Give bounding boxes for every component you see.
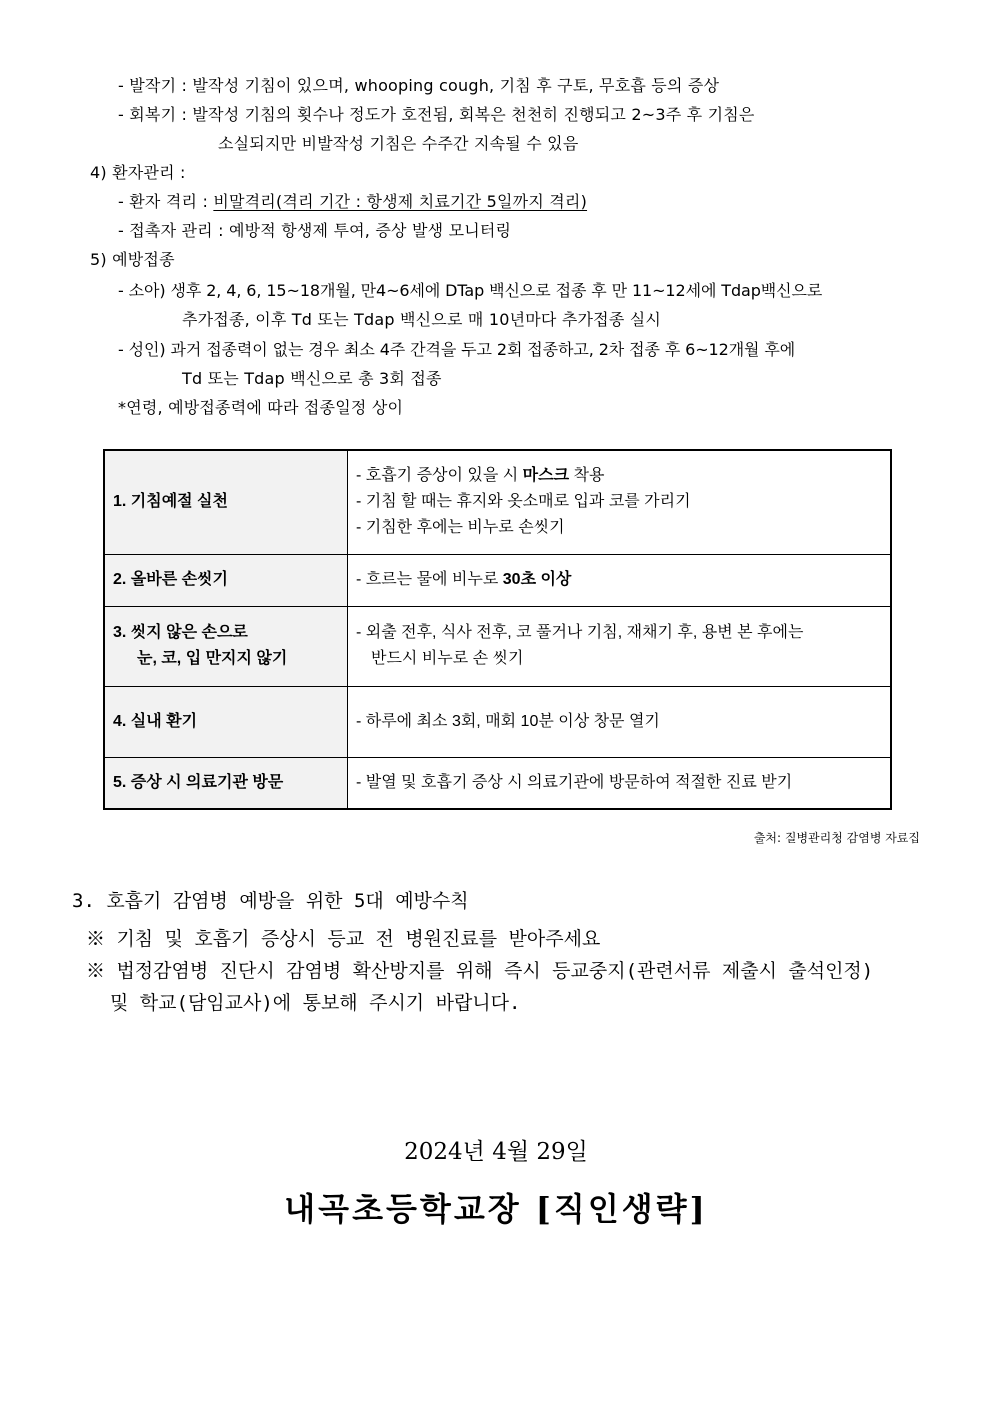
table-row <box>104 554 891 606</box>
rule-title-line: 눈, 코, 입 만지지 않기 <box>137 650 288 667</box>
isolation-label: - 환자 격리 : <box>118 192 214 211</box>
rule-detail: - 기침 할 때는 휴지와 옷소매로 입과 코를 가리기 <box>356 493 691 511</box>
vaccination-adult-line-2: Td 또는 Tdap 백신으로 총 3회 접종 <box>182 369 442 388</box>
rule-text: - 호흡기 증상이 있을 시 <box>356 467 523 485</box>
rule-text: 착용 <box>569 467 605 485</box>
table-row <box>104 757 891 809</box>
vaccination-adult-line-1: - 성인) 과거 접종력이 없는 경우 최소 4주 간격을 두고 2회 접종하고, 2차 접종 후 6~12개월 후에 <box>118 340 796 359</box>
management-heading: 4) 환자관리 : <box>90 163 186 182</box>
source-note: 출처: 질병관리청 감염병 자료집 <box>753 831 920 845</box>
rule-title: 4. 실내 환기 <box>104 686 348 757</box>
rule-title: 1. 기침예절 실천 <box>104 450 348 554</box>
issue-date: 2024년 4월 29일 <box>404 1139 588 1165</box>
prevention-rules-table <box>103 449 892 810</box>
symptom-recovery-line-2: 소실되지만 비발작성 기침은 수주간 지속될 수 있음 <box>218 134 579 153</box>
vaccination-heading: 5) 예방접종 <box>90 250 175 269</box>
vaccination-child-line-1: - 소아) 생후 2, 4, 6, 15~18개월, 만4~6세에 DTap 백신으로 접종 후 만 11~12세에 Tdap백신으로 <box>118 281 823 300</box>
table-row <box>104 686 891 757</box>
principal-signature: 내곡초등학교장 [직인생략] <box>284 1190 708 1228</box>
rule-description: - 하루에 최소 3회, 매회 10분 이상 창문 열기 <box>348 686 892 757</box>
rule-description <box>348 450 892 554</box>
rule-description <box>348 606 892 686</box>
rule-title <box>104 606 348 686</box>
rule-detail: - 기침한 후에는 비누로 손씻기 <box>356 519 565 537</box>
vaccination-child-line-2: 추가접종, 이후 Td 또는 Tdap 백신으로 매 10년마다 추가접종 실시 <box>182 310 662 329</box>
section-3-title: 3. 호흡기 감염병 예방을 위한 5대 예방수칙 <box>72 890 469 912</box>
rule-title-line: 3. 씻지 않은 손으로 <box>113 624 248 641</box>
symptom-recovery-line-1: - 회복기 : 발작성 기침의 횟수나 정도가 호전됨, 회복은 천천히 진행되고 2~3주 후 기침은 <box>118 105 755 124</box>
rule-description <box>348 554 892 606</box>
rule-title: 2. 올바른 손씻기 <box>104 554 348 606</box>
isolation-line <box>118 191 587 213</box>
notice-1: ※ 기침 및 호흡기 증상시 등교 전 병원진료를 받아주세요 <box>86 928 601 950</box>
notice-2-line-2: 및 학교(담임교사)에 통보해 주시기 바랍니다. <box>110 992 521 1014</box>
contacts-line: - 접촉자 관리 : 예방적 항생제 투여, 증상 발생 모니터링 <box>118 221 512 240</box>
vaccination-note: *연령, 예방접종력에 따라 접종일정 상이 <box>118 398 404 417</box>
symptom-paroxysmal: - 발작기 : 발작성 기침이 있으며, whooping cough, 기침 후 구토, 무호흡 등의 증상 <box>118 76 720 95</box>
table-row <box>104 606 891 686</box>
rule-emphasis: 마스크 <box>522 467 570 485</box>
notice-2-line-1: ※ 법정감염병 진단시 감염병 확산방지를 위해 즉시 등교중지(관련서류 제출시 출석인정) <box>86 960 874 982</box>
rule-detail: - 외출 전후, 식사 전후, 코 풀거나 기침, 재채기 후, 용변 본 후에는 <box>356 624 804 641</box>
rule-title: 5. 증상 시 의료기관 방문 <box>104 757 348 809</box>
rule-text: - 흐르는 물에 비누로 <box>356 571 503 588</box>
rule-description: - 발열 및 호흡기 증상 시 의료기관에 방문하여 적절한 진료 받기 <box>348 757 892 809</box>
rule-detail: 반드시 비누로 손 씻기 <box>371 650 524 667</box>
rule-detail <box>356 463 880 489</box>
isolation-value: 비말격리(격리 기간 : 항생제 치료기간 5일까지 격리) <box>213 192 588 211</box>
rule-emphasis: 30초 이상 <box>502 571 572 588</box>
table-row <box>104 450 891 554</box>
